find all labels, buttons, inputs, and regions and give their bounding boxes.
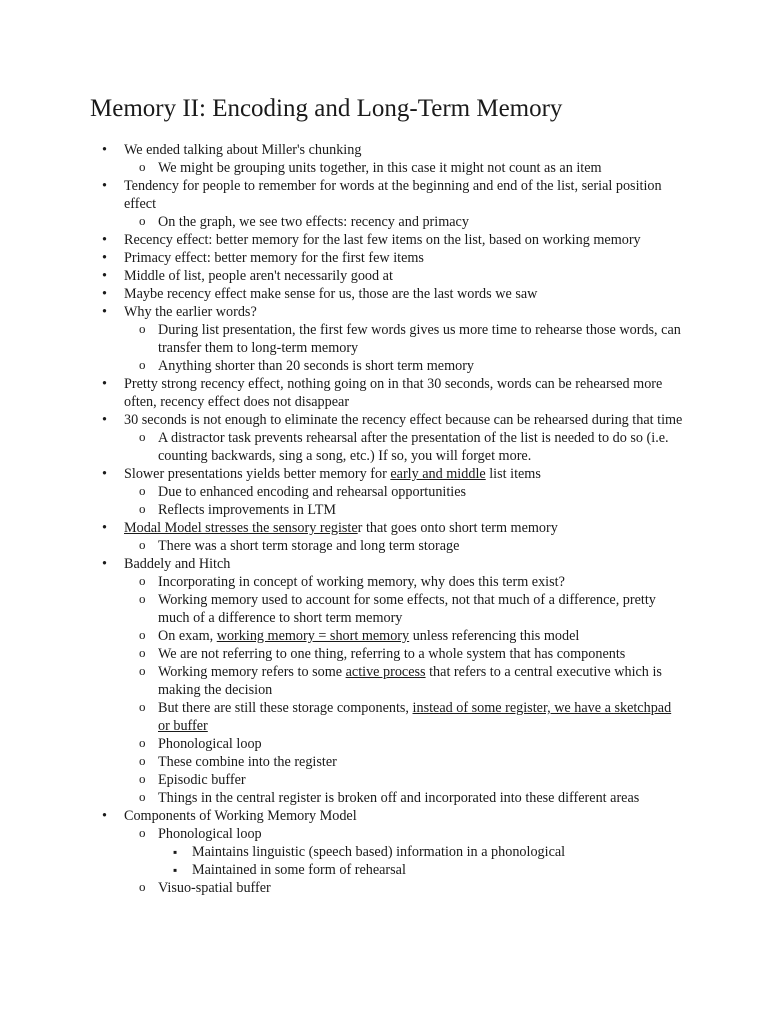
item-text: On exam, [158, 628, 217, 644]
item-text: We ended talking about Miller's chunking [124, 142, 362, 158]
bullet-item [124, 267, 684, 285]
nested-list [158, 429, 684, 465]
sub-bullet-item [158, 537, 684, 555]
underlined-text: active process [345, 664, 426, 680]
sub-bullet-item [158, 879, 684, 897]
bullet-item [124, 249, 684, 267]
sub-bullet-item [158, 789, 684, 807]
bullet-item [124, 303, 684, 375]
item-text: Primacy effect: better memory for the first few items [124, 250, 424, 266]
item-text: Middle of list, people aren't necessarily good at [124, 268, 393, 284]
sub-bullet-item [158, 627, 684, 645]
sub-bullet-item [158, 429, 684, 465]
nested-list [192, 843, 684, 879]
sub-bullet-item [158, 753, 684, 771]
sub-bullet-item [158, 213, 684, 231]
item-text: Maintained in some form of rehearsal [192, 862, 406, 878]
item-text: There was a short term storage and long term storage [158, 538, 460, 554]
underlined-text: early and middle [390, 466, 486, 482]
item-text: Phonological loop [158, 826, 262, 842]
item-text: Working memory used to account for some effects, not that much of a difference, pretty much of a difference to short term memory [158, 592, 656, 626]
bullet-item [124, 465, 684, 519]
sub-bullet-item [158, 591, 684, 627]
underlined-text: working memory = short memory [216, 628, 410, 644]
item-text: r that goes onto short term memory [357, 520, 558, 536]
item-text: On the graph, we see two effects: recency and primacy [158, 214, 469, 230]
nested-list [158, 213, 684, 231]
sub-sub-bullet-item [192, 843, 684, 861]
item-text: We might be grouping units together, in this case it might not count as an item [158, 160, 602, 176]
nested-list [158, 483, 684, 519]
item-text: unless referencing this model [409, 628, 580, 644]
item-text: Incorporating in concept of working memory, why does this term exist? [158, 574, 565, 590]
underlined-text: instead of some register, we have a sketchpad or buffer [158, 700, 672, 734]
sub-bullet-item [158, 735, 684, 753]
item-text: Phonological loop [158, 736, 262, 752]
item-text: Visuo-spatial buffer [158, 880, 271, 896]
item-text: Tendency for people to remember for words at the beginning and end of the list, serial position effect [124, 178, 662, 212]
item-text: 30 seconds is not enough to eliminate the recency effect because can be rehearsed during that time [124, 412, 683, 428]
sub-bullet-item [158, 501, 684, 519]
page-title: Memory II: Encoding and Long-Term Memory [90, 95, 563, 122]
sub-bullet-item [158, 357, 684, 375]
item-text: Working memory refers to some [158, 664, 346, 680]
bullet-item [124, 177, 684, 231]
item-text: Anything shorter than 20 seconds is short term memory [158, 358, 475, 374]
item-text: We are not referring to one thing, referring to a whole system that has components [158, 646, 626, 662]
item-text: A distractor task prevents rehearsal after the presentation of the list is needed to do so (i.e. counting backwards, sing a song, etc.) If so, you will forget more. [158, 430, 669, 464]
bullet-item [124, 411, 684, 465]
item-text: Why the earlier words? [124, 304, 257, 320]
item-text: Components of Working Memory Model [124, 808, 357, 824]
item-text: Maintains linguistic (speech based) information in a phonological [192, 844, 566, 860]
item-text: list items [485, 466, 541, 482]
notes-list [124, 141, 684, 897]
nested-list [158, 573, 684, 807]
nested-list [158, 159, 684, 177]
sub-bullet-item [158, 159, 684, 177]
nested-list [158, 537, 684, 555]
item-text: Slower presentations yields better memory for [124, 466, 391, 482]
item-text: Reflects improvements in LTM [158, 502, 336, 518]
sub-bullet-item [158, 699, 684, 735]
item-text: Maybe recency effect make sense for us, those are the last words we saw [124, 286, 538, 302]
bullet-item [124, 231, 684, 249]
sub-bullet-item [158, 825, 684, 879]
bullet-item [124, 807, 684, 897]
item-text: Episodic buffer [158, 772, 246, 788]
bullet-item [124, 141, 684, 177]
sub-bullet-item [158, 483, 684, 501]
sub-bullet-item [158, 771, 684, 789]
underlined-text: Modal Model stresses the sensory registe [124, 520, 358, 536]
bullet-item [124, 375, 684, 411]
item-text: Things in the central register is broken off and incorporated into these different areas [158, 790, 640, 806]
sub-bullet-item [158, 645, 684, 663]
item-text: Recency effect: better memory for the last few items on the list, based on working memory [124, 232, 641, 248]
bullet-item [124, 519, 684, 555]
item-text: that refers to a central executive which is making the decision [158, 664, 662, 698]
nested-list [158, 321, 684, 375]
item-text: During list presentation, the first few words gives us more time to rehearse those words, can transfer them to long-term memory [158, 322, 681, 356]
sub-bullet-item [158, 573, 684, 591]
bullet-item [124, 285, 684, 303]
nested-list [158, 825, 684, 897]
item-text: But there are still these storage components, [158, 700, 413, 716]
bullet-item [124, 555, 684, 807]
sub-sub-bullet-item [192, 861, 684, 879]
item-text: Pretty strong recency effect, nothing going on in that 30 seconds, words can be rehearsed more often, recency effect does not disappear [124, 376, 663, 410]
item-text: Due to enhanced encoding and rehearsal opportunities [158, 484, 467, 500]
sub-bullet-item [158, 321, 684, 357]
item-text: These combine into the register [158, 754, 337, 770]
sub-bullet-item [158, 663, 684, 699]
item-text: Baddely and Hitch [124, 556, 231, 572]
